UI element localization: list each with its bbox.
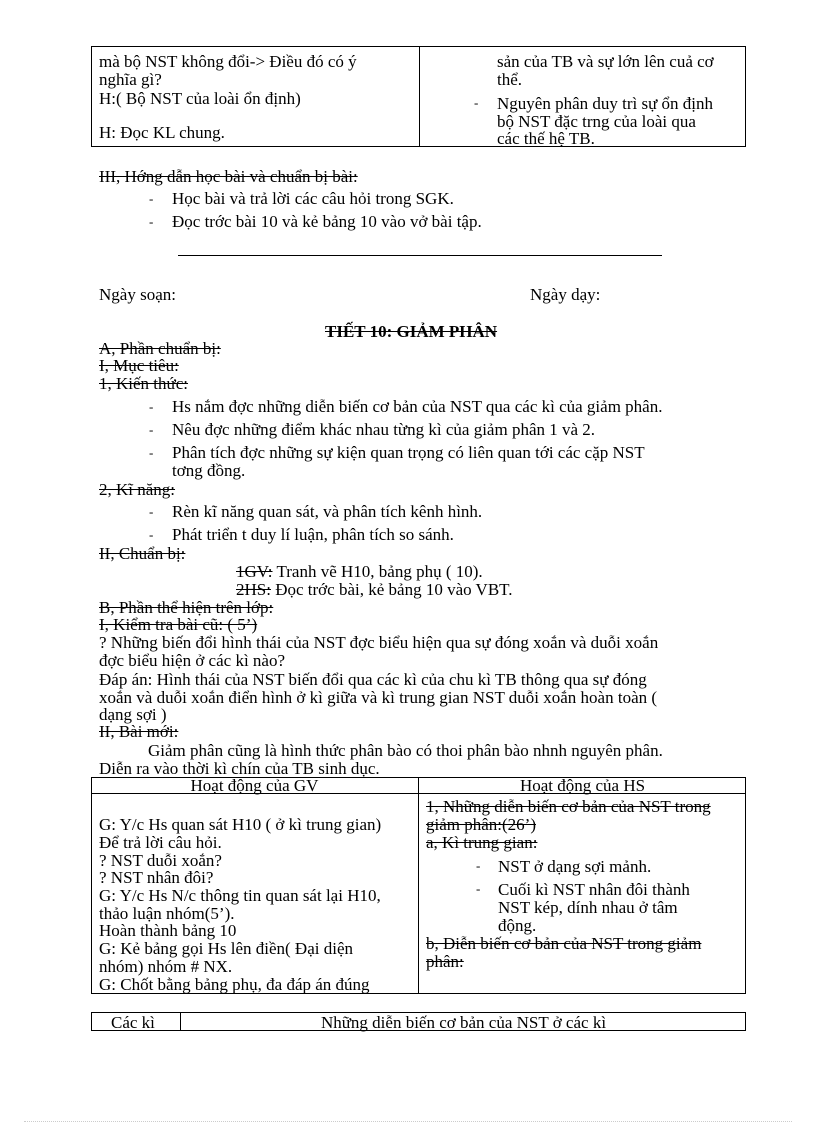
date-taught: Ngày dạy: [530,285,601,304]
hs-item-1: NST ở dạng sợi mảnh. [498,857,652,876]
top-right-line-3: Nguyên phân duy trì sự ổn định [497,94,714,113]
bullet-glyph: - [476,881,481,896]
top-left-line-1: mà bộ NST không đổi-> Điều đó có ý [99,52,357,71]
prep-hs-label: 2HS: [236,580,271,599]
hs-item-2: Cuối kì NST nhân đôi thành [498,880,690,899]
question-line-1: ? Những biến đổi hình thái của NST đợc biểu hiện qua sự đóng xoắn và duỗi xoắn [99,633,659,652]
gv-line-8: G: Kẻ bảng gọi Hs lên điền( Đại diện [99,939,353,958]
top-right-line-2: thể. [497,70,523,89]
prep-hs-text: Đọc trớc bài, kẻ bảng 10 vào VBT. [270,580,513,599]
skills-item-2: Phát triển t duy lí luận, phân tích so sánh. [172,525,454,544]
check-heading: I, Kiểm tra bài cũ: ( 5’) [99,615,258,634]
bullet-glyph: - [149,504,154,519]
guide-item-2: Đọc trớc bài 10 và kẻ bảng 10 vào vở bài tập. [172,212,482,231]
part-a-heading: A, Phần chuẩn bị: [99,339,221,358]
knowledge-heading: 1, Kiến thức: [99,374,189,393]
gv-line-10: G: Chốt bằng bảng phụ, đa đáp án đúng [99,975,370,994]
prep-gv-text: Tranh vẽ H10, bảng phụ ( 10). [272,562,483,581]
skills-heading: 2, Kĩ năng: [99,480,176,499]
gv-line-4: ? NST nhân đôi? [99,868,214,887]
hs-sub-2: b, Diễn biến cơ bản của NST trong giảm [426,934,702,953]
date-prepared: Ngày soạn: [99,285,176,304]
bullet-glyph: - [149,214,154,229]
top-left-line-3: H:( Bộ NST của loài ổn định) [99,89,301,108]
guide-item-1: Học bài và trả lời các câu hỏi trong SGK. [172,189,454,208]
hs-item-2-cont-1: NST kép, dính nhau ở tâm [498,898,678,917]
bullet-glyph: - [149,422,154,437]
lesson-title: TIẾT 10: GIẢM PHÂN [325,322,498,341]
part-b-heading: B, Phần thể hiện trên lớp: [99,598,274,617]
new-lesson-heading: II, Bài mới: [99,722,179,741]
bullet-glyph: - [149,527,154,542]
top-right-line-5: các thế hệ TB. [497,129,595,148]
intro-line-1: Giảm phân cũng là hình thức phân bào có thoi phân bào nhnh nguyên phân. [148,741,663,760]
top-left-line-2: nghĩa gì? [99,70,162,89]
top-table-divider [419,46,420,147]
answer-line-3: dạng sợi ) [99,705,167,724]
page-bottom-dotted-line [24,1121,792,1122]
separator-line [178,255,662,256]
header-hs: Hoạt động của HS [519,776,646,795]
skills-item-1: Rèn kĩ năng quan sát, và phân tích kênh hình. [172,502,483,521]
bullet-glyph: - [476,858,481,873]
top-right-line-1: sản của TB và sự lớn lên cuả cơ [497,52,714,71]
gv-line-2: Để trả lời câu hỏi. [99,833,222,852]
header-gv: Hoạt động của GV [190,776,319,795]
prep-gv-label: 1GV: [236,562,273,581]
gv-line-5: G: Y/c Hs N/c thông tin quan sát lại H10, [99,886,381,905]
prep-gv [236,562,483,581]
activity-column-divider [418,777,419,994]
gv-line-3: ? NST duỗi xoắn? [99,851,222,870]
gv-line-9: nhóm) nhóm # NX. [99,957,233,976]
top-left-line-4: H: Đọc KL chung. [99,123,225,142]
prep-hs [236,580,513,599]
guide-heading: III, Hớng dẫn học bài và chuẩn bị bài: [99,167,358,186]
gv-line-7: Hoàn thành bảng 10 [99,921,237,940]
gv-line-6: thảo luận nhóm(5’). [99,904,235,923]
objectives-heading: I, Mục tiêu: [99,356,179,375]
hs-sub-1: a, Kì trung gian: [426,833,538,852]
knowledge-item-2: Nêu đợc những điểm khác nhau từng kì của giảm phân 1 và 2. [172,420,596,439]
prep-heading: II, Chuẩn bị: [99,544,186,563]
bottom-col-2: Những diễn biến cơ bản của NST ở các kì [320,1013,607,1032]
knowledge-item-3: Phân tích đợc những sự kiện quan trọng có liên quan tới các cặp NST [172,443,645,462]
bullet-glyph: - [149,191,154,206]
knowledge-item-3-cont: tơng đồng. [172,461,246,480]
intro-line-2: Diễn ra vào thời kì chín của TB sinh dục. [99,759,380,778]
question-line-2: đợc biểu hiện ở các kì nào? [99,651,286,670]
hs-sub-2-cont: phân: [426,952,464,971]
bullet-glyph: - [149,399,154,414]
knowledge-item-1: Hs nắm đợc những diễn biến cơ bản của NST qua các kì của giảm phân. [172,397,663,416]
hs-heading-2: giảm phân:(26’) [426,815,536,834]
top-right-line-4: bộ NST đặc trng của loài qua [497,112,696,131]
hs-heading-1: 1, Những diễn biến cơ bản của NST trong [426,797,711,816]
gv-line-1: G: Y/c Hs quan sát H10 ( ở kì trung gian) [99,815,382,834]
answer-line-2: xoắn và duỗi xoắn điển hình ở kì giữa và kì trung gian NST duỗi xoắn hoàn toàn ( [99,688,658,707]
hs-item-2-cont-2: động. [498,916,537,935]
bottom-col-1: Các kì [111,1013,155,1032]
bullet-glyph: - [149,445,154,460]
bullet-glyph: - [474,95,479,110]
answer-line-1: Đáp án: Hình thái của NST biến đổi qua các kì của chu kì TB thông qua sự đóng [99,670,647,689]
